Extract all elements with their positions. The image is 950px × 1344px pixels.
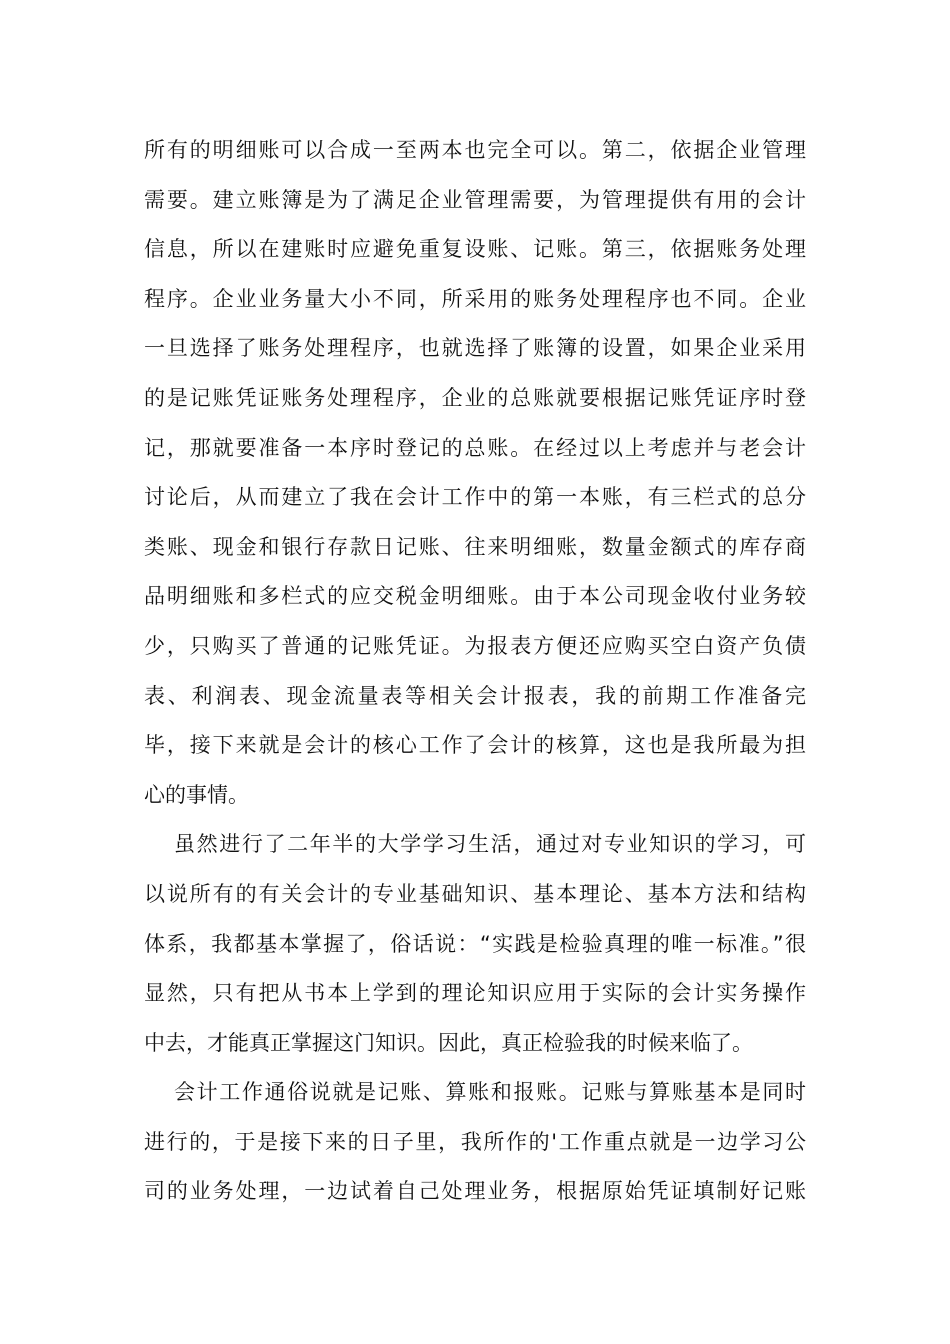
text-line: 程序。企业业务量大小不同，所采用的账务处理程序也不同。企业 xyxy=(144,286,806,311)
text-line: 虽然进行了二年半的大学学习生活，通过对专业知识的学习，可 xyxy=(174,832,806,857)
text-line: 体系，我都基本掌握了，俗话说：“实践是检验真理的唯一标准。”很 xyxy=(144,931,806,956)
text-line: 的是记账凭证账务处理程序，企业的总账就要根据记账凭证序时登 xyxy=(144,385,806,410)
text-line: 司的业务处理，一边试着自己处理业务，根据原始凭证填制好记账 xyxy=(144,1179,806,1204)
paragraph-3 xyxy=(144,1068,806,1217)
text-line: 所有的明细账可以合成一至两本也完全可以。第二，依据企业管理 xyxy=(144,138,806,162)
text-line: 需要。建立账簿是为了满足企业管理需要，为管理提供有用的会计 xyxy=(144,187,806,212)
text-line: 会计工作通俗说就是记账、算账和报账。记账与算账基本是同时 xyxy=(174,1080,806,1105)
paragraph-2 xyxy=(144,820,806,1068)
body-text xyxy=(144,126,806,1217)
text-line: 记，那就要准备一本序时登记的总账。在经过以上考虑并与老会计 xyxy=(144,435,806,460)
text-line: 进行的，于是接下来的日子里，我所作的'工作重点就是一边学习公 xyxy=(144,1129,806,1154)
text-line: 品明细账和多栏式的应交税金明细账。由于本公司现金收付业务较 xyxy=(144,584,806,609)
text-line: 表、利润表、现金流量表等相关会计报表，我的前期工作准备完 xyxy=(144,683,806,708)
text-line: 以说所有的有关会计的专业基础知识、基本理论、基本方法和结构 xyxy=(144,881,806,906)
text-line: 中去，才能真正掌握这门知识。因此，真正检验我的时候来临了。 xyxy=(144,1030,753,1055)
text-line: 心的事情。 xyxy=(144,782,249,807)
text-line: 一旦选择了账务处理程序，也就选择了账簿的设置，如果企业采用 xyxy=(144,336,806,361)
text-line: 信息，所以在建账时应避免重复设账、记账。第三，依据账务处理 xyxy=(144,237,806,262)
text-line: 少，只购买了普通的记账凭证。为报表方便还应购买空白资产负债 xyxy=(144,633,806,658)
text-line: 毕，接下来就是会计的核心工作了会计的核算，这也是我所最为担 xyxy=(144,733,806,758)
paragraph-1 xyxy=(144,126,806,820)
text-line: 类账、现金和银行存款日记账、往来明细账，数量金额式的库存商 xyxy=(144,534,806,559)
text-line: 显然，只有把从书本上学到的理论知识应用于实际的会计实务操作 xyxy=(144,981,806,1006)
text-line: 讨论后，从而建立了我在会计工作中的第一本账，有三栏式的总分 xyxy=(144,485,806,510)
